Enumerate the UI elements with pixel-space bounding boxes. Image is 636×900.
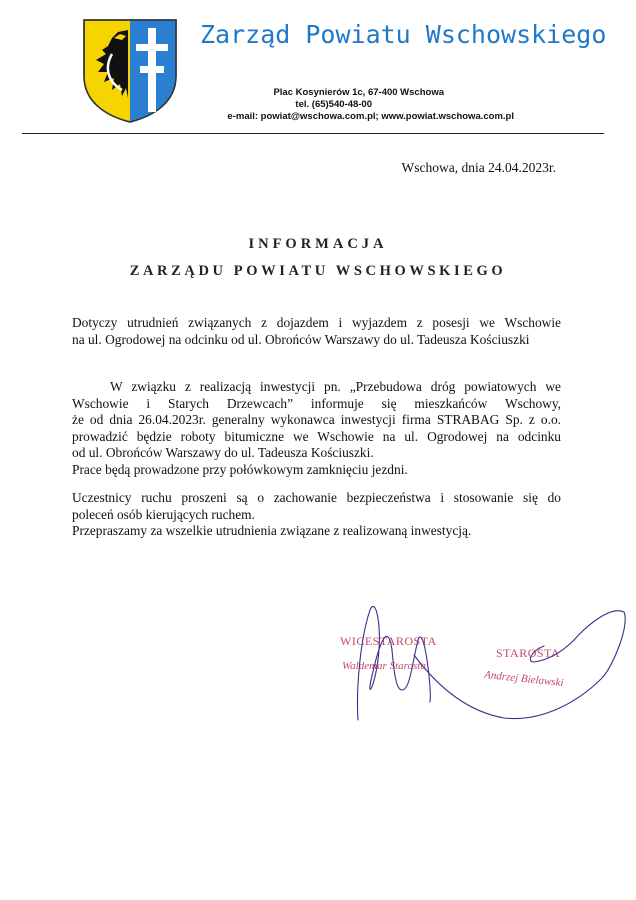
text-line: W związku z realizacją inwestycji pn. „Przebudowa dróg powiatowych we bbox=[110, 379, 561, 394]
document-date: Wschowa, dnia 24.04.2023r. bbox=[401, 160, 556, 175]
starost-stamp-title: STAROSTA bbox=[496, 646, 561, 660]
phone-line: tel. (65)540-48-00 bbox=[295, 99, 372, 110]
text-line: na ul. Ogrodowej na odcinku od ul. Obrońców Warszawy do ul. Tadeusza Kościuszki bbox=[72, 331, 530, 347]
document-subheading: ZARZĄDU POWIATU WSCHOWSKIEGO bbox=[129, 263, 507, 279]
vice-starost-stamp-title: WICESTAROSTA bbox=[340, 634, 437, 648]
text-line: prowadzić będzie roboty bitumiczne we Wschowie na ul. Ogrodowej na odcinku bbox=[72, 428, 561, 444]
text-line: poleceń osób kierujących ruchem. bbox=[72, 506, 255, 522]
email-web-line: e-mail: powiat@wschowa.com.pl; www.powiat.wschowa.com.pl bbox=[227, 111, 514, 122]
document-heading: INFORMACJA bbox=[248, 236, 388, 252]
coat-of-arms-icon bbox=[82, 18, 178, 124]
starost-stamp-name: Andrzej Bielawski bbox=[483, 668, 565, 690]
header-divider bbox=[22, 133, 604, 134]
text-line: Przepraszamy za wszelkie utrudnienia związane z realizowaną inwestycją. bbox=[72, 523, 472, 538]
body-paragraph bbox=[72, 379, 561, 478]
text-line: Wschowie i Starych Drzewcach” informuje się mieszkańców Wschowy, bbox=[72, 395, 561, 411]
vice-starost-stamp-name: Waldemar Starosta bbox=[342, 660, 426, 672]
text-line: Prace będą prowadzone przy połówkowym zamknięciu jezdni. bbox=[72, 461, 408, 477]
closing-paragraph bbox=[72, 490, 561, 540]
signature-right bbox=[414, 611, 625, 719]
text-line: Uczestnicy ruchu proszeni są o zachowanie bezpieczeństwa i stosowanie się do bbox=[72, 490, 561, 505]
text-line: Dotyczy utrudnień związanych z dojazdem i wyjazdem z posesji we Wschowie bbox=[72, 315, 561, 330]
text-line: od ul. Obrońców Warszawy do ul. Tadeusza Kościuszki. bbox=[72, 445, 374, 460]
organization-name: Zarząd Powiatu Wschowskiego bbox=[200, 20, 607, 49]
text-line: że od dnia 26.04.2023r. generalny wykonawca inwestycji firma STRABAG Sp. z o.o. bbox=[72, 412, 561, 427]
address-line: Plac Kosynierów 1c, 67-400 Wschowa bbox=[273, 87, 444, 98]
subject-paragraph bbox=[72, 315, 561, 348]
